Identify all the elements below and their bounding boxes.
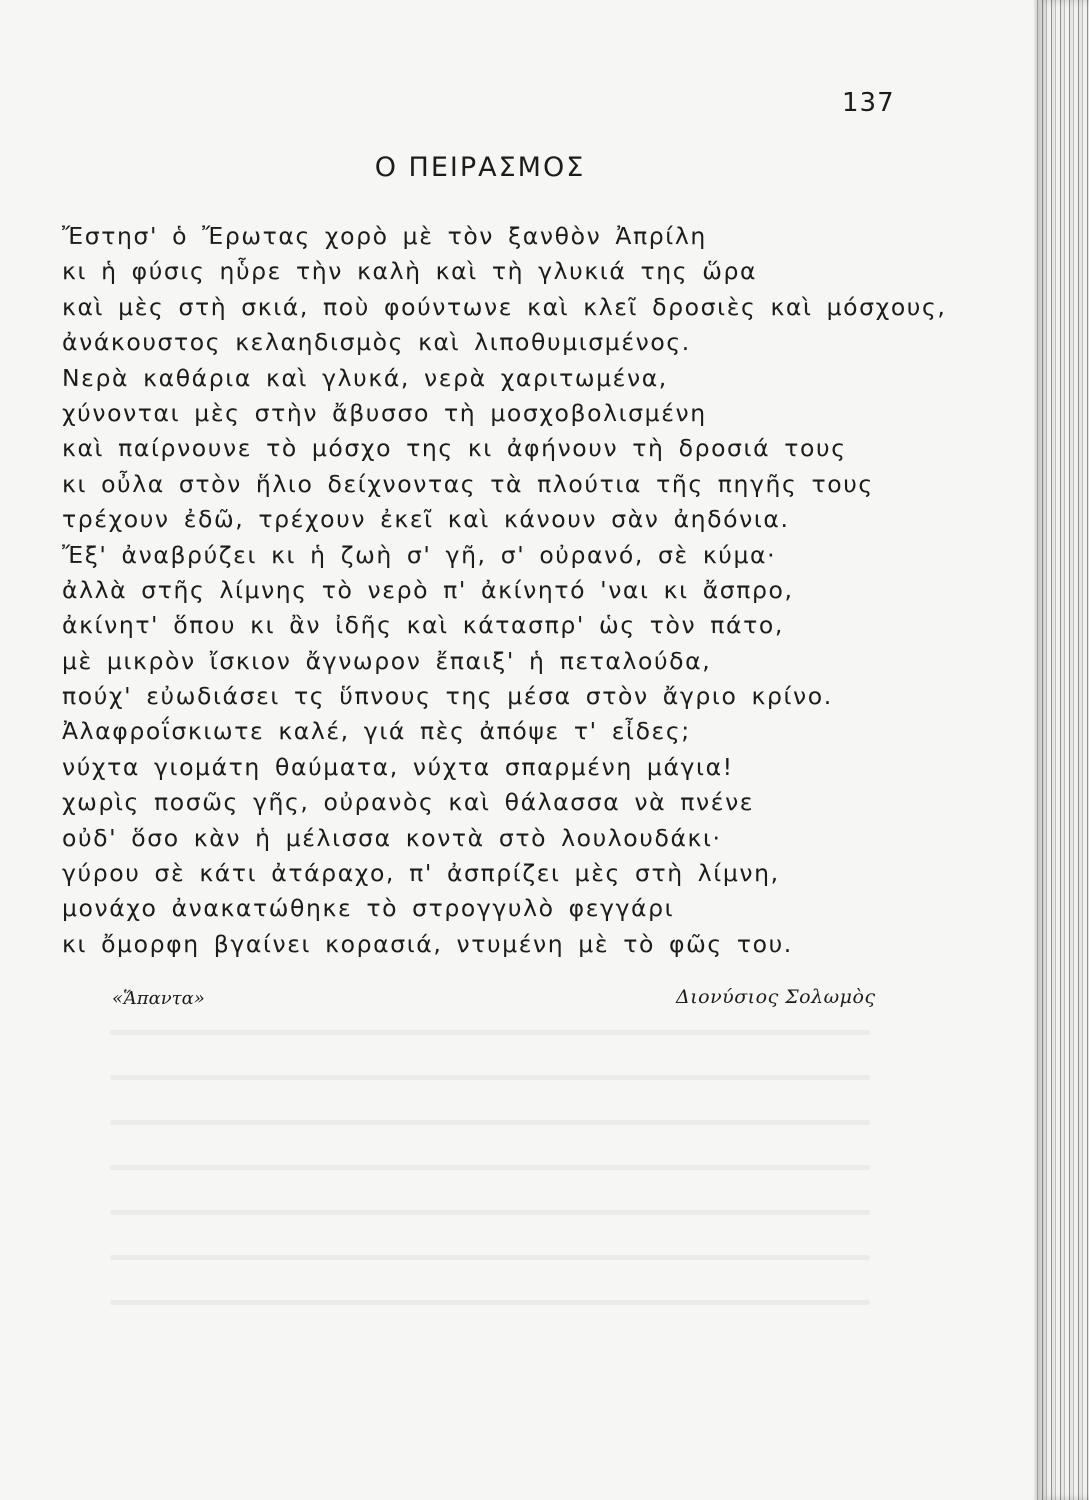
stacked-page-edges <box>1037 0 1089 1500</box>
verse-line: τρέχουν ἐδῶ, τρέχουν ἐκεῖ καὶ κάνουν σὰν ἀηδόνια. <box>62 505 790 534</box>
verse-line: καὶ μὲς στὴ σκιά, ποὺ φούντωνε καὶ κλεῖ δροσιὲς καὶ μόσχους, <box>62 292 947 321</box>
verse-line: ἀνάκουστος κελαηδισμὸς καὶ λιποθυμισμένος. <box>62 328 691 357</box>
verse-line: πούχ' εὐωδιάσει τς ὕπνους της μέσα στὸν ἄγριο κρίνο. <box>62 682 833 711</box>
verse-line: Νερὰ καθάρια καὶ γλυκά, νερὰ χαριτωμένα, <box>62 363 668 392</box>
verse-line: Ἀλαφροΐσκιωτε καλέ, γιά πὲς ἀπόψε τ' εἶδες; <box>62 717 691 746</box>
verse-line: χωρὶς ποσῶς γῆς, οὐρανὸς καὶ θάλασσα νὰ πνένε <box>62 788 755 817</box>
verse-line: κι ὄμορφη βγαίνει κορασιά, ντυμένη μὲ τὸ φῶς του. <box>62 929 793 958</box>
source-citation: «Ἅπαντα» <box>112 988 205 1009</box>
verse-line: Ἔξ' ἀναβρύζει κι ἡ ζωὴ σ' γῆ, σ' οὐρανό, σὲ κύμα· <box>62 540 777 569</box>
poem-body <box>62 219 947 962</box>
show-through-line <box>110 1120 870 1125</box>
verse-line: ἀκίνητ' ὅπου κι ἂν ἰδῆς καὶ κάτασπρ' ὡς τὸν πάτο, <box>62 611 784 640</box>
verse-line: κι οὖλα στὸν ἥλιο δείχνοντας τὰ πλούτια τῆς πηγῆς τους <box>62 469 874 498</box>
verse-line: ἀλλὰ στῆς λίμνης τὸ νερὸ π' ἀκίνητό 'ναι κι ἄσπρο, <box>62 575 794 604</box>
show-through-line <box>110 1075 870 1080</box>
show-through-line <box>110 1300 870 1305</box>
verse-line: Ἔστησ' ὁ Ἔρωτας χορὸ μὲ τὸν ξανθὸν Ἀπρίλη <box>62 222 707 250</box>
verse-line: νύχτα γιομάτη θαύματα, νύχτα σπαρμένη μάγια! <box>62 752 734 781</box>
verse-line: οὐδ' ὅσο κὰν ἡ μέλισσα κοντὰ στὸ λουλουδάκι· <box>62 823 722 852</box>
show-through-line <box>110 1165 870 1170</box>
verse-line: καὶ παίρνουνε τὸ μόσχο της κι ἀφήνουν τὴ δροσιά τους <box>62 434 847 463</box>
verse-line: γύρου σὲ κάτι ἀτάραχο, π' ἀσπρίζει μὲς στὴ λίμνη, <box>62 859 780 888</box>
show-through-line <box>110 1255 870 1260</box>
verse-line: μὲ μικρὸν ἴσκιον ἄγνωρον ἔπαιξ' ἡ πεταλούδα, <box>62 646 712 675</box>
poem-title: Ο ΠΕΙΡΑΣΜΟΣ <box>374 152 586 183</box>
verse-line: κι ἡ φύσις ηὗρε τὴν καλὴ καὶ τὴ γλυκιά της ὥρα <box>62 257 758 286</box>
verse-line: μονάχο ἀνακατώθηκε τὸ στρογγυλὸ φεγγάρι <box>62 894 675 923</box>
show-through-line <box>110 1030 870 1035</box>
show-through-line <box>110 1210 870 1215</box>
author-name: Διονύσιος Σολωμὸς <box>676 986 876 1008</box>
page-number: 137 <box>842 88 895 118</box>
verse-line: χύνονται μὲς στὴν ἄβυσσο τὴ μοσχοβολισμένη <box>62 398 707 427</box>
